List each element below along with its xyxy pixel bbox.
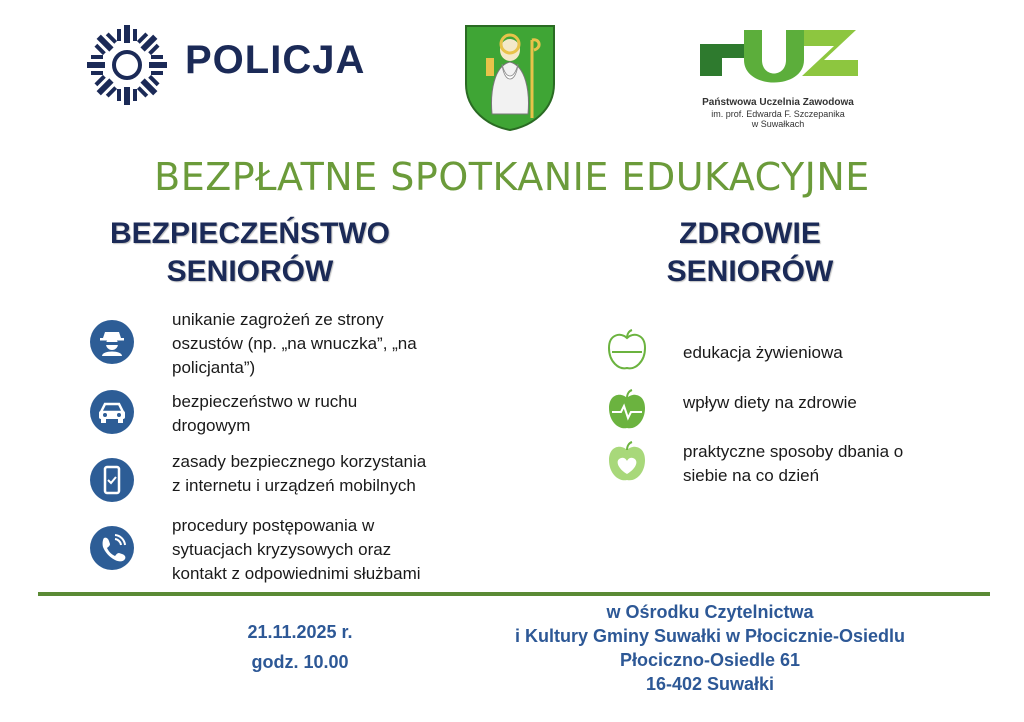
- puz-mark-icon: [700, 26, 860, 90]
- detective-icon: [90, 320, 134, 364]
- left-title-line2: SENIORÓW: [166, 255, 334, 288]
- right-column-title: [570, 215, 930, 291]
- apple-utensils-icon: [606, 328, 648, 374]
- policja-wordmark: POLICJA: [185, 38, 366, 82]
- event-time: godz. 10.00: [251, 652, 349, 672]
- smartphone-icon: [90, 458, 134, 502]
- phone-icon: [90, 526, 134, 570]
- policja-star-icon: [84, 22, 170, 108]
- page-headline: BEZPŁATNE SPOTKANIE EDUKACYJNE: [154, 155, 870, 199]
- puz-logo: [700, 26, 860, 90]
- left-item-4-text: procedury postępowania w sytuacjach kryzysowych oraz kontakt z odpowiednimi służbami: [172, 516, 421, 583]
- left-column-title: [70, 215, 430, 291]
- right-item-1-text: edukacja żywieniowa: [683, 343, 843, 362]
- left-item-2-text: bezpieczeństwo w ruchu drogowym: [172, 392, 358, 435]
- right-title-line2: SENIORÓW: [666, 255, 834, 288]
- right-item-2-text: wpływ diety na zdrowie: [683, 393, 857, 412]
- location-line-3: Płociczno-Osiedle 61: [619, 650, 801, 670]
- event-date: 21.11.2025 r.: [247, 622, 353, 642]
- policja-logo: [84, 22, 174, 112]
- puz-name: Państwowa Uczelnia Zawodowa: [702, 97, 854, 108]
- apple-heartbeat-icon: [606, 388, 648, 434]
- event-location: [460, 600, 960, 696]
- right-title-line1: ZDROWIE: [679, 217, 821, 250]
- location-line-1: w Ośrodku Czytelnictwa: [606, 602, 814, 622]
- left-item-3-text: zasady bezpiecznego korzystania z internetu i urządzeń mobilnych: [172, 452, 427, 495]
- puz-patron: im. prof. Edwarda F. Szczepanika: [711, 109, 845, 119]
- event-date-time: [200, 620, 400, 674]
- right-item-3-text: praktyczne sposoby dbania o siebie na co dzień: [683, 442, 904, 485]
- left-item-1-text: unikanie zagrożeń ze strony oszustów (np. „na wnuczka”, „na policjanta”): [172, 310, 417, 377]
- apple-heart-icon: [606, 440, 648, 486]
- location-line-4: 16-402 Suwałki: [645, 674, 775, 694]
- coat-of-arms-icon: [462, 22, 558, 132]
- divider: [38, 592, 990, 596]
- location-line-2: i Kultury Gminy Suwałki w Płocicznie-Osiedlu: [514, 626, 906, 646]
- puz-city: w Suwałkach: [751, 119, 805, 129]
- car-icon: [90, 390, 134, 434]
- left-title-line1: BEZPIECZEŃSTWO: [109, 217, 390, 250]
